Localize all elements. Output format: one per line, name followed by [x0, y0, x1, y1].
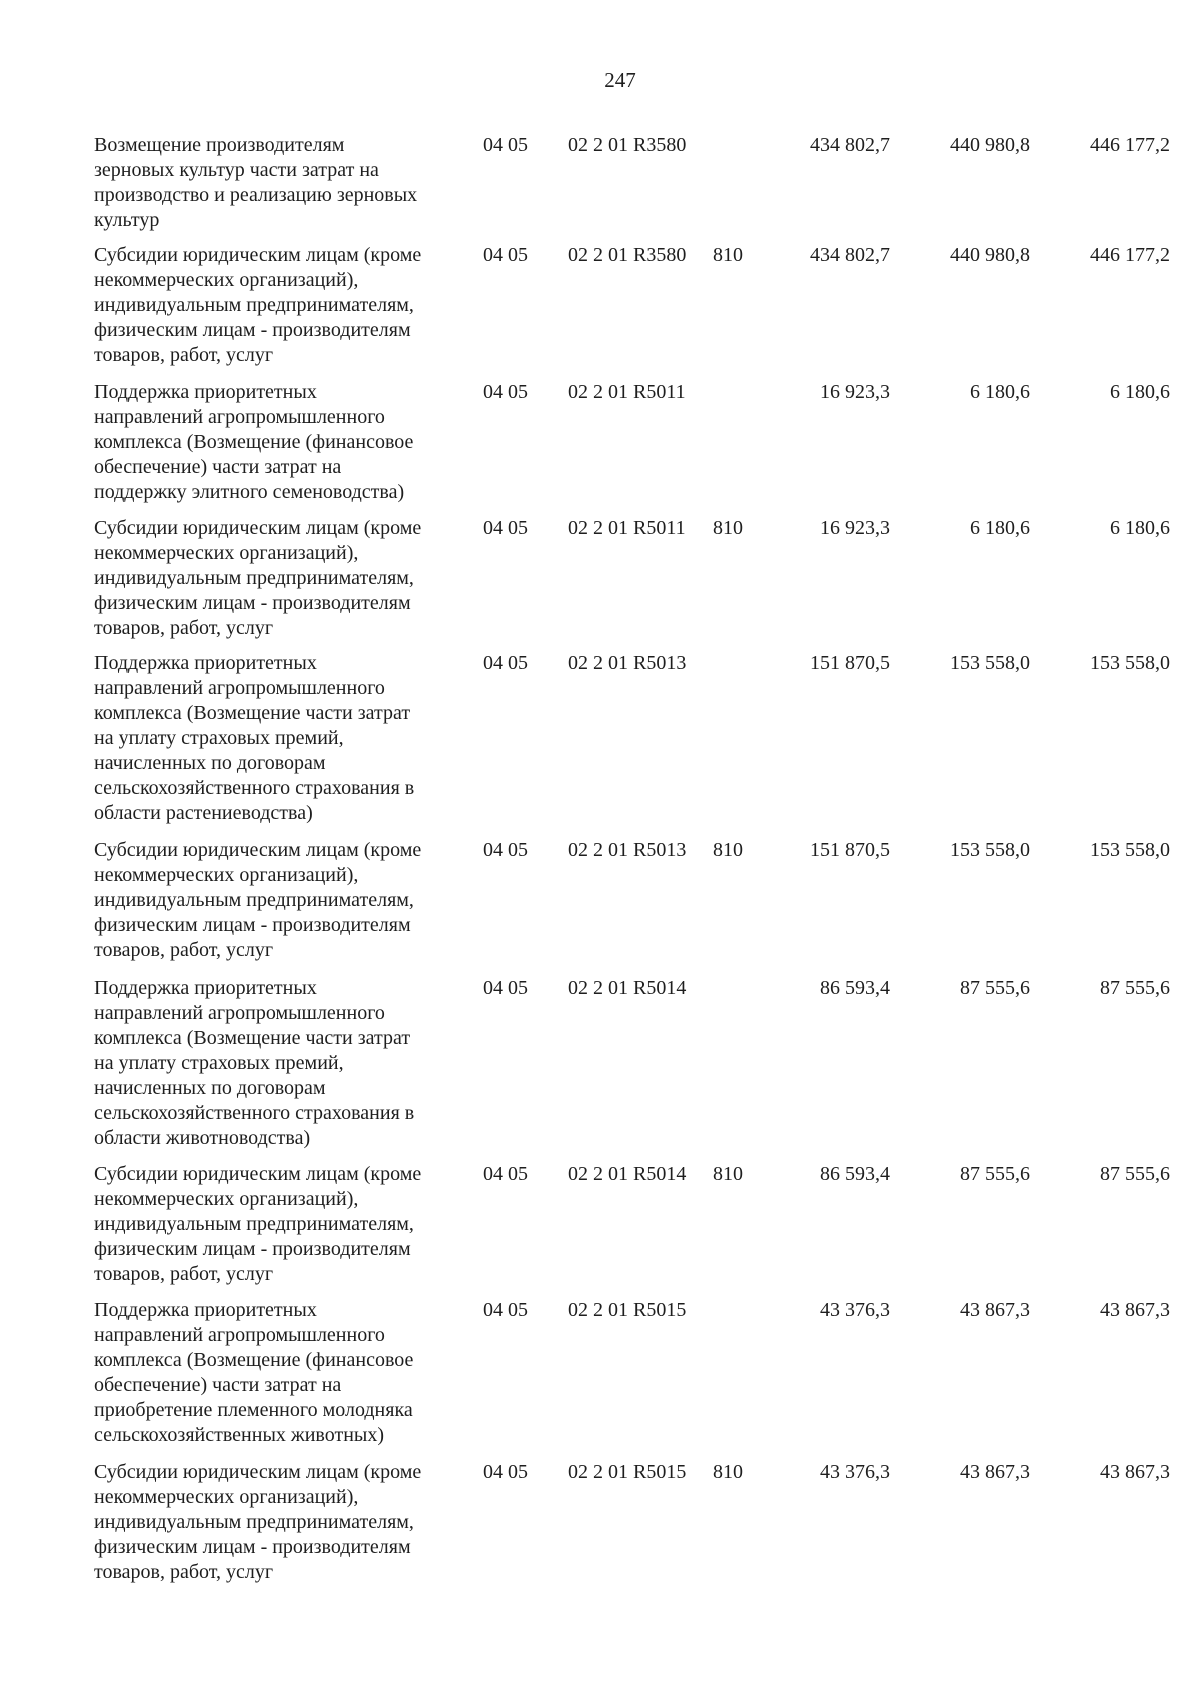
- row-target: 02 2 01 R5015: [568, 1461, 687, 1483]
- row-target: 02 2 01 R3580: [568, 244, 687, 266]
- page-number: 247: [604, 68, 636, 92]
- row-amount-1: 151 870,5: [810, 652, 890, 674]
- row-section: 04 05: [483, 134, 528, 156]
- row-amount-1: 434 802,7: [810, 134, 890, 156]
- row-target: 02 2 01 R5011: [568, 381, 686, 403]
- row-amount-3: 446 177,2: [1090, 244, 1170, 266]
- row-target: 02 2 01 R5015: [568, 1299, 687, 1321]
- row-section: 04 05: [483, 839, 528, 861]
- row-expense-type: 810: [713, 1461, 743, 1483]
- row-amount-1: 86 593,4: [820, 977, 890, 999]
- row-description: Поддержка приоритетных направлений агропромышленного комплекса (Возмещение части затрат на уплату страховых премий, начисленных по договорам сельскохозяйственного страхования в области растениеводства): [94, 652, 415, 824]
- row-amount-1: 16 923,3: [820, 381, 890, 403]
- row-amount-3: 6 180,6: [1110, 517, 1170, 539]
- row-section: 04 05: [483, 977, 528, 999]
- row-section: 04 05: [483, 1461, 528, 1483]
- row-description: Субсидии юридическим лицам (кроме некоммерческих организаций), индивидуальным предпринимателям, физическим лицам - производителям товаров, работ, услуг: [94, 517, 422, 639]
- row-amount-3: 87 555,6: [1100, 977, 1170, 999]
- row-amount-1: 86 593,4: [820, 1163, 890, 1185]
- row-section: 04 05: [483, 1163, 528, 1185]
- row-target: 02 2 01 R5011: [568, 517, 686, 539]
- row-amount-3: 153 558,0: [1090, 652, 1170, 674]
- row-amount-1: 16 923,3: [820, 517, 890, 539]
- row-description: Поддержка приоритетных направлений агропромышленного комплекса (Возмещение части затрат на уплату страховых премий, начисленных по договорам сельскохозяйственного страхования в области животноводства): [94, 977, 415, 1149]
- row-section: 04 05: [483, 517, 528, 539]
- row-amount-2: 43 867,3: [960, 1461, 1030, 1483]
- row-amount-2: 440 980,8: [950, 134, 1030, 156]
- row-amount-2: 153 558,0: [950, 839, 1030, 861]
- row-target: 02 2 01 R5014: [568, 977, 687, 999]
- row-amount-1: 43 376,3: [820, 1461, 890, 1483]
- row-amount-3: 446 177,2: [1090, 134, 1170, 156]
- row-description: Субсидии юридическим лицам (кроме некоммерческих организаций), индивидуальным предпринимателям, физическим лицам - производителям товаров, работ, услуг: [94, 1163, 422, 1285]
- row-target: 02 2 01 R3580: [568, 134, 687, 156]
- row-amount-3: 6 180,6: [1110, 381, 1170, 403]
- row-expense-type: 810: [713, 517, 743, 539]
- row-amount-3: 153 558,0: [1090, 839, 1170, 861]
- row-description: Поддержка приоритетных направлений агропромышленного комплекса (Возмещение (финансовое обеспечение) части затрат на поддержку элитного семеноводства): [94, 381, 414, 503]
- row-amount-2: 6 180,6: [970, 517, 1030, 539]
- row-amount-3: 43 867,3: [1100, 1461, 1170, 1483]
- row-amount-2: 43 867,3: [960, 1299, 1030, 1321]
- row-amount-3: 87 555,6: [1100, 1163, 1170, 1185]
- row-amount-2: 440 980,8: [950, 244, 1030, 266]
- row-target: 02 2 01 R5013: [568, 839, 687, 861]
- row-amount-2: 87 555,6: [960, 1163, 1030, 1185]
- row-target: 02 2 01 R5013: [568, 652, 687, 674]
- row-amount-2: 87 555,6: [960, 977, 1030, 999]
- row-amount-2: 153 558,0: [950, 652, 1030, 674]
- row-amount-3: 43 867,3: [1100, 1299, 1170, 1321]
- row-description: Возмещение производителям зерновых культур части затрат на производство и реализацию зерновых культур: [94, 134, 418, 231]
- row-section: 04 05: [483, 1299, 528, 1321]
- row-description: Субсидии юридическим лицам (кроме некоммерческих организаций), индивидуальным предпринимателям, физическим лицам - производителям товаров, работ, услуг: [94, 1461, 422, 1583]
- row-expense-type: 810: [713, 1163, 743, 1185]
- row-expense-type: 810: [713, 244, 743, 266]
- row-section: 04 05: [483, 244, 528, 266]
- row-description: Поддержка приоритетных направлений агропромышленного комплекса (Возмещение (финансовое обеспечение) части затрат на приобретение племенного молодняка сельскохозяйственных животных): [94, 1299, 414, 1446]
- row-target: 02 2 01 R5014: [568, 1163, 687, 1185]
- row-amount-1: 151 870,5: [810, 839, 890, 861]
- row-amount-2: 6 180,6: [970, 381, 1030, 403]
- row-amount-1: 43 376,3: [820, 1299, 890, 1321]
- row-description: Субсидии юридическим лицам (кроме некоммерческих организаций), индивидуальным предпринимателям, физическим лицам - производителям товаров, работ, услуг: [94, 839, 422, 961]
- row-section: 04 05: [483, 652, 528, 674]
- row-section: 04 05: [483, 381, 528, 403]
- row-amount-1: 434 802,7: [810, 244, 890, 266]
- row-expense-type: 810: [713, 839, 743, 861]
- row-description: Субсидии юридическим лицам (кроме некоммерческих организаций), индивидуальным предпринимателям, физическим лицам - производителям товаров, работ, услуг: [94, 244, 422, 366]
